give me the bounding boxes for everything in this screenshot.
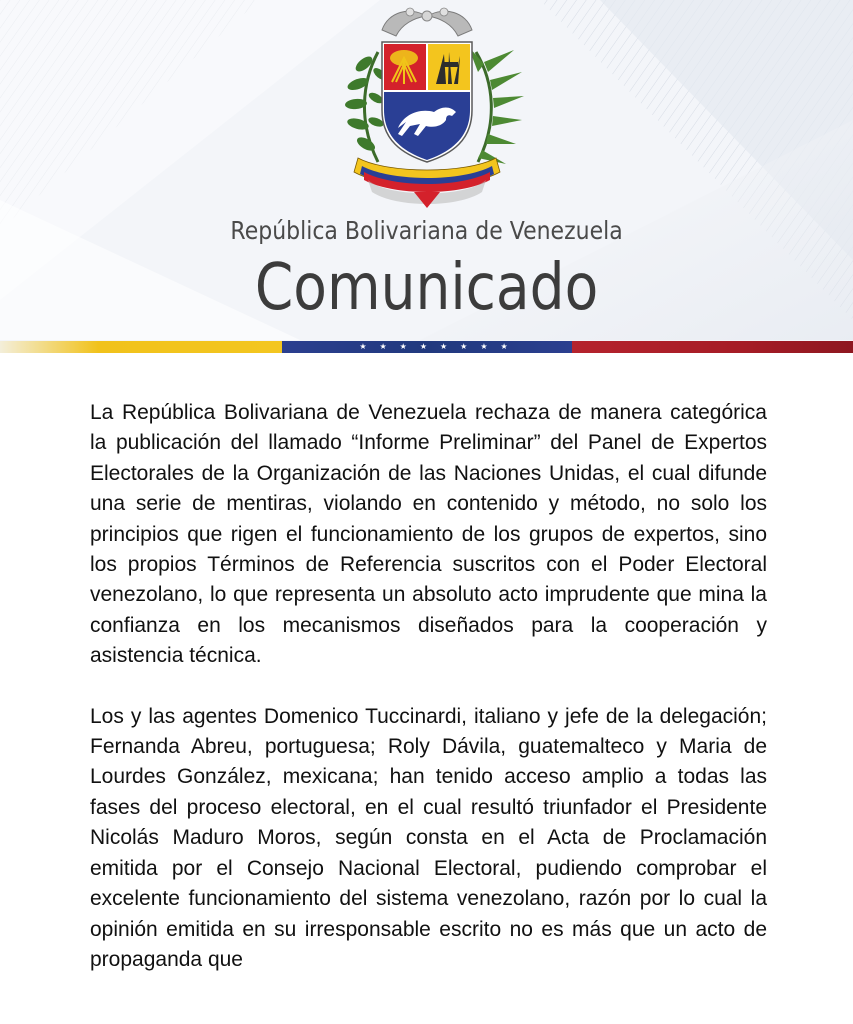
paragraph-1: La República Bolivariana de Venezuela rechaza de manera categórica la publicación del llamado “Informe Preliminar” del Panel de Expertos Electorales de la Organización de las Naciones Unidas, el cual difunde una serie de mentiras, violando en contenido y método, no solo los principios que rigen el funcionamiento de los grupos de expertos, sino los propios Términos de Referencia suscritos con el Poder Electoral venezolano, lo que representa un absoluto acto imprudente que mina la confianza en los mecanismos diseñados para la cooperación y asistencia técnica. — [90, 401, 767, 668]
flag-stripe — [0, 341, 853, 353]
document-type-title: Comunicado — [254, 251, 599, 325]
communique-body — [90, 398, 767, 1005]
coat-of-arms-emblem — [318, 2, 536, 216]
letterhead — [0, 0, 853, 378]
flag-yellow-band — [0, 341, 282, 353]
republic-name-heading: República Bolivariana de Venezuela — [230, 216, 623, 245]
flag-stars: ★★★★★★★★ — [359, 342, 521, 351]
paragraph-2: Los y las agentes Domenico Tuccinardi, italiano y jefe de la delegación; Fernanda Abreu, portuguesa; Roly Dávila, guatemalteco y Maria de Lourdes González, mexicana; han tenido acceso amplio a todas las fases del proceso electoral, en el cual resultó triunfador el Presidente Nicolás Maduro Moros, según consta en el Acta de Proclamación emitida por el Consejo Nacional Electoral, pudiendo comprobar el excelente funcionamiento del sistema venezolano, razón por lo cual la opinión emitida en su irresponsable escrito no es más que un acto de propaganda que — [90, 704, 767, 971]
flag-red-band — [572, 341, 853, 353]
